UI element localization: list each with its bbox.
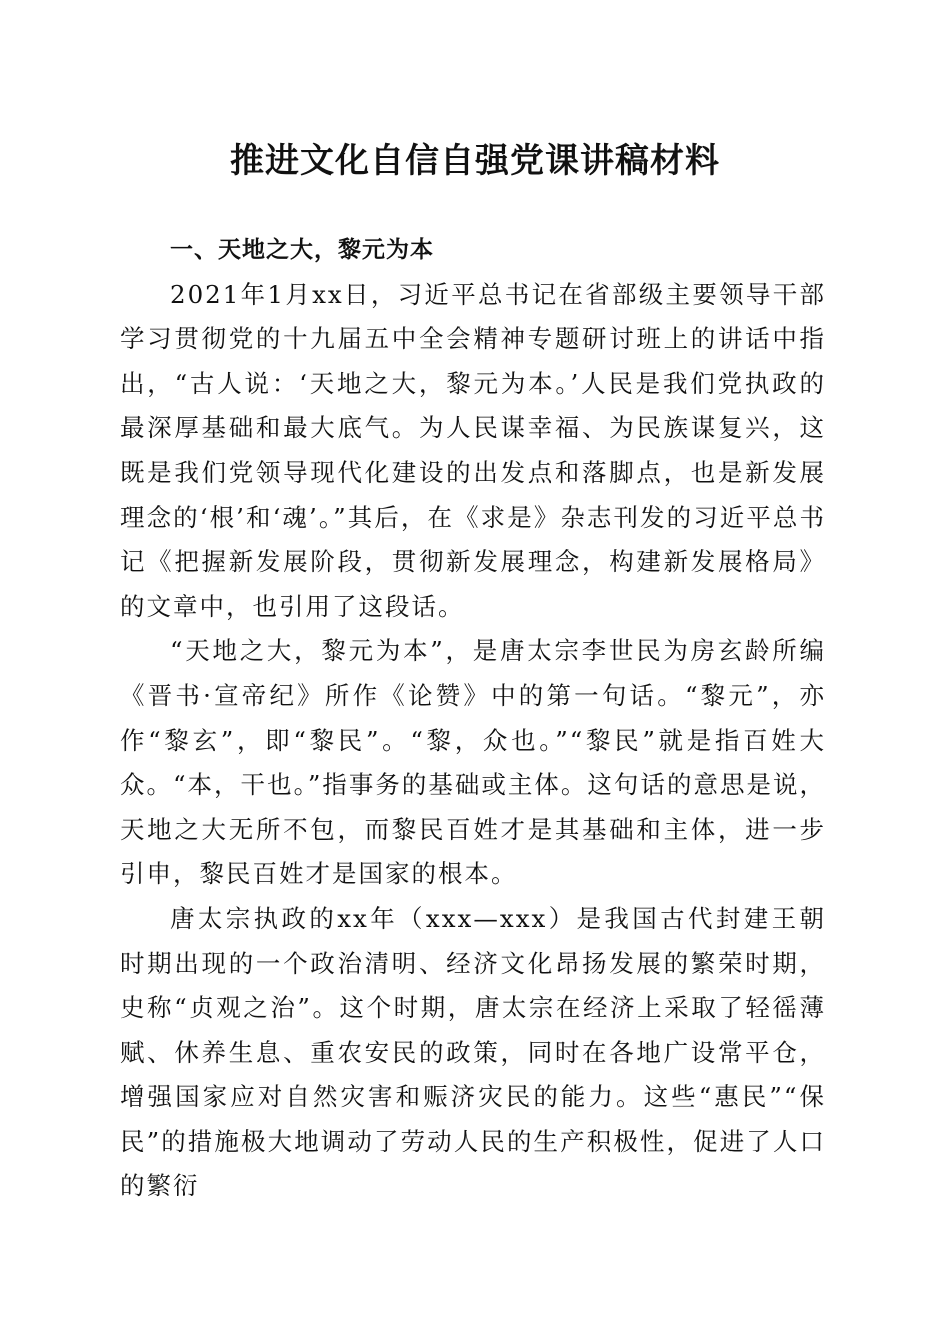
document-body — [120, 228, 826, 1209]
paragraph: 2021年1月xx日，习近平总书记在省部级主要领导干部学习贯彻党的十九届五中全会精神专题研讨班上的讲话中指出，“古人说：‘天地之大，黎元为本。’人民是我们党执政的最深厚基础和最大底气。为人民谋幸福、为民族谋复兴，这既是我们党领导现代化建设的出发点和落脚点，也是新发展理念的‘根’和‘魂’。”其后，在《求是》杂志刊发的习近平总书记《把握新发展阶段，贯彻新发展理念，构建新发展格局》的文章中，也引用了这段话。 — [120, 279, 826, 621]
section-heading: 一、天地之大，黎元为本 — [170, 237, 434, 263]
paragraph: “天地之大，黎元为本”，是唐太宗李世民为房玄龄所编《晋书·宣帝纪》所作《论赞》中的第一句话。“黎元”，亦作“黎玄”，即“黎民”。“黎，众也。”“黎民”就是指百姓大众。“本，干也。”指事务的基础或主体。这句话的意思是说，天地之大无所不包，而黎民百姓才是其基础和主体，进一步引申，黎民百姓才是国家的根本。 — [120, 636, 826, 889]
paragraph: 唐太宗执政的xx年（xxx—xxx）是我国古代封建王朝时期出现的一个政治清明、经济文化昂扬发展的繁荣时期，史称“贞观之治”。这个时期，唐太宗在经济上采取了轻徭薄赋、休养生息、重农安民的政策，同时在各地广设常平仓，增强国家应对自然灾害和赈济灾民的能力。这些“惠民”“保民”的措施极大地调动了劳动人民的生产积极性，促进了人口的繁衍 — [120, 903, 826, 1201]
document-title: 推进文化自信自强党课讲稿材料 — [230, 141, 720, 181]
